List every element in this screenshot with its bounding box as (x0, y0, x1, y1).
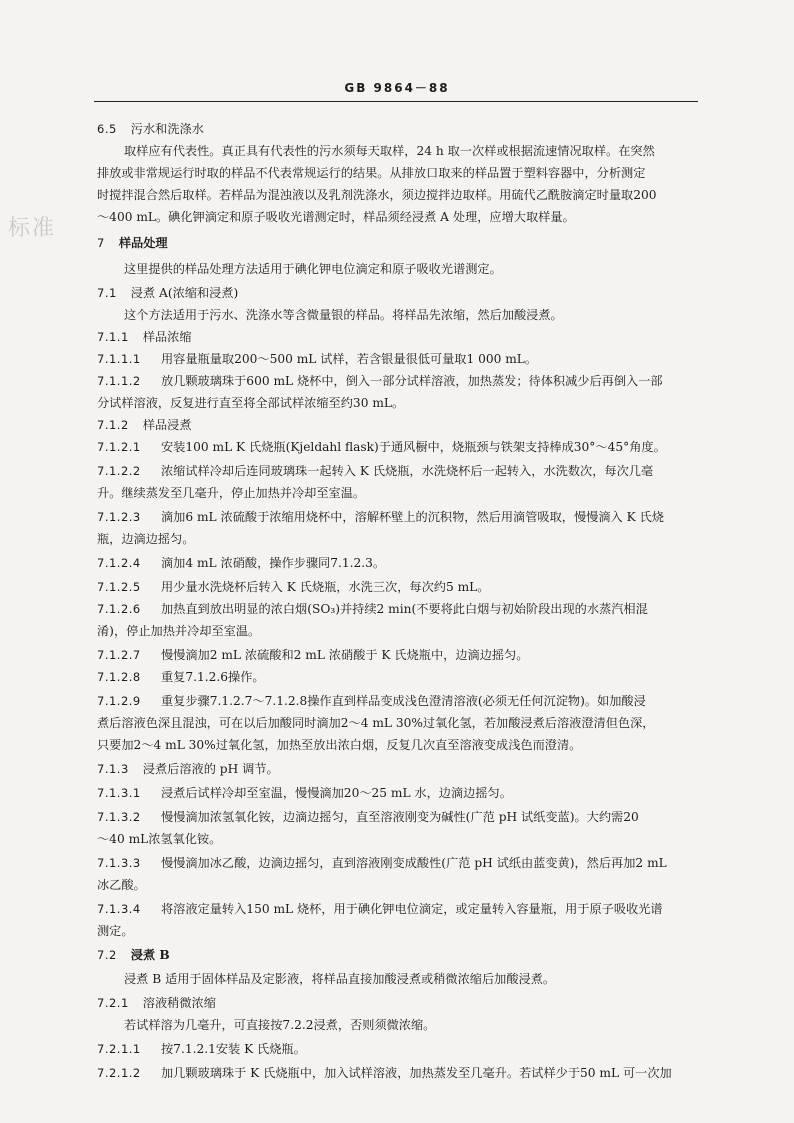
clause-7-1-2-3: 7.1.2.3 滴加6 mL 浓硫酸于浓缩用烧杯中，溶解杯壁上的沉积物，然后用滴管吸取，慢慢滴入 K 氏烧 (97, 510, 664, 524)
section-7-2-1-heading: 7.2.1 溶液稍微浓缩 (97, 996, 216, 1010)
paragraph-line: 升。继续蒸发至几毫升，停止加热并冷却至室温。 (97, 486, 366, 500)
header-rule (94, 101, 698, 102)
clause-7-1-1-2: 7.1.1.2 放几颗玻璃珠于600 mL 烧杯中，倒入一部分试样溶液，加热蒸发；待体积减少后再倒入一部 (97, 374, 663, 388)
paragraph-line: 这里提供的样品处理方法适用于碘化钾电位滴定和原子吸收光谱测定。 (124, 262, 502, 276)
paragraph-line: ～40 mL浓氢氧化铵。 (97, 832, 222, 846)
clause-7-2-1-2: 7.2.1.2 加几颗玻璃珠于 K 氏烧瓶中，加入试样溶液，加热蒸发至几毫升。若试样少于50 mL 可一次加 (97, 1066, 672, 1080)
clause-7-1-2-2: 7.1.2.2 浓缩试样冷却后连同玻璃珠一起转入 K 氏烧瓶，水洗烧杯后一起转入，水洗数次，每次几毫 (97, 464, 654, 478)
section-7-2-heading: 7.2 浸煮 B (97, 948, 170, 962)
paragraph-line: 测定。 (97, 924, 134, 938)
clause-7-1-2-9: 7.1.2.9 重复步骤7.1.2.7～7.1.2.8操作直到样品变成浅色澄清溶液(必须无任何沉淀物)。如加酸浸 (97, 694, 646, 708)
paragraph-line: 淆)，停止加热并冷却至室温。 (97, 624, 261, 638)
paragraph-line: 煮后溶液色深且混浊，可在以后加酸同时滴加2～4 mL 30%过氧化氢，若加酸浸煮后溶液澄清但色深， (97, 716, 655, 730)
clause-7-1-2-4: 7.1.2.4 滴加4 mL 浓硝酸，操作步骤同7.1.2.3。 (97, 556, 386, 570)
section-7-1-3-heading: 7.1.3 浸煮后溶液的 pH 调节。 (97, 762, 279, 776)
section-7-1-2-heading: 7.1.2 样品浸煮 (97, 418, 192, 432)
standard-code-header: GB 9864－88 (344, 81, 450, 95)
paragraph-line: 瓶，边滴边摇匀。 (97, 532, 195, 546)
paragraph-line: 排放或非常规运行时取的样品不代表常规运行的结果。从排放口取来的样品置于塑料容器中，分析测定 (97, 166, 646, 180)
paragraph-line: 分试样溶液，反复进行直至将全部试样浓缩至约30 mL。 (97, 396, 405, 410)
watermark: 标准 (8, 216, 57, 241)
section-7-heading: 7 样品处理 (97, 236, 168, 250)
paragraph-line: 取样应有代表性。真正具有代表性的污水须每天取样，24 h 取一次样或根据流速情况取样。在突然 (124, 144, 655, 158)
paragraph-line: 时搅拌混合然后取样。若样品为混浊液以及乳剂洗涤水，须边搅拌边取样。用硫代乙酰胺滴定时量取200 (97, 188, 657, 202)
paragraph-line: 若试样溶为几毫升，可直接按7.2.2浸煮，否则须微浓缩。 (124, 1018, 436, 1032)
clause-7-1-3-3: 7.1.3.3 慢慢滴加冰乙酸，边滴边摇匀，直到溶液刚变成酸性(广范 pH 试纸由蓝变黄)，然后再加2 mL (97, 856, 667, 870)
paragraph-line: ～400 mL。碘化钾滴定和原子吸收光谱测定时，样品须经浸煮 A 处理，应增大取样量。 (97, 210, 575, 224)
section-6-5-heading: 6.5 污水和洗涤水 (97, 122, 204, 136)
clause-7-1-2-5: 7.1.2.5 用少量水洗烧杯后转入 K 氏烧瓶，水洗三次，每次约5 mL。 (97, 580, 490, 594)
clause-7-1-2-6: 7.1.2.6 加热直到放出明显的浓白烟(SO₃)并持续2 min(不要将此白烟与初始阶段出现的水蒸汽相混 (97, 602, 648, 616)
clause-7-1-3-2: 7.1.3.2 慢慢滴加浓氢氧化铵，边滴边摇匀，直至溶液刚变为碱性(广范 pH 试纸变蓝)。大约需20 (97, 810, 639, 824)
paragraph-line: 这个方法适用于污水、洗涤水等含微量银的样品。将样品先浓缩，然后加酸浸煮。 (124, 308, 563, 322)
clause-7-1-2-7: 7.1.2.7 慢慢滴加2 mL 浓硫酸和2 mL 浓硝酸于 K 氏烧瓶中，边滴边摇匀。 (97, 648, 529, 662)
clause-7-1-1-1: 7.1.1.1 用容量瓶量取200～500 mL 试样，若含银量很低可量取1 000 mL。 (97, 352, 538, 366)
clause-7-1-2-8: 7.1.2.8 重复7.1.2.6操作。 (97, 670, 265, 684)
paragraph-line: 冰乙酸。 (97, 878, 146, 892)
clause-7-1-3-4: 7.1.3.4 将溶液定量转入150 mL 烧杯，用于碘化钾电位滴定，或定量转入容量瓶，用于原子吸收光谱 (97, 902, 663, 916)
paragraph-line: 浸煮 B 适用于固体样品及定影液，将样品直接加酸浸煮或稍微浓缩后加酸浸煮。 (124, 972, 556, 986)
clause-7-2-1-1: 7.2.1.1 按7.1.2.1安装 K 氏烧瓶。 (97, 1042, 306, 1056)
section-7-1-1-heading: 7.1.1 样品浓缩 (97, 330, 192, 344)
paragraph-line: 只要加2～4 mL 30%过氧化氢，加热至放出浓白烟，反复几次直至溶液变成浅色而澄清。 (97, 738, 582, 752)
section-7-1-heading: 7.1 浸煮 A(浓缩和浸煮) (97, 286, 239, 300)
clause-7-1-2-1: 7.1.2.1 安装100 mL K 氏烧瓶(Kjeldahl flask)于通风橱中，烧瓶颈与铁架支持棒成30°～45°角度。 (97, 440, 666, 454)
clause-7-1-3-1: 7.1.3.1 浸煮后试样冷却至室温，慢慢滴加20～25 mL 水，边滴边摇匀。 (97, 786, 512, 800)
